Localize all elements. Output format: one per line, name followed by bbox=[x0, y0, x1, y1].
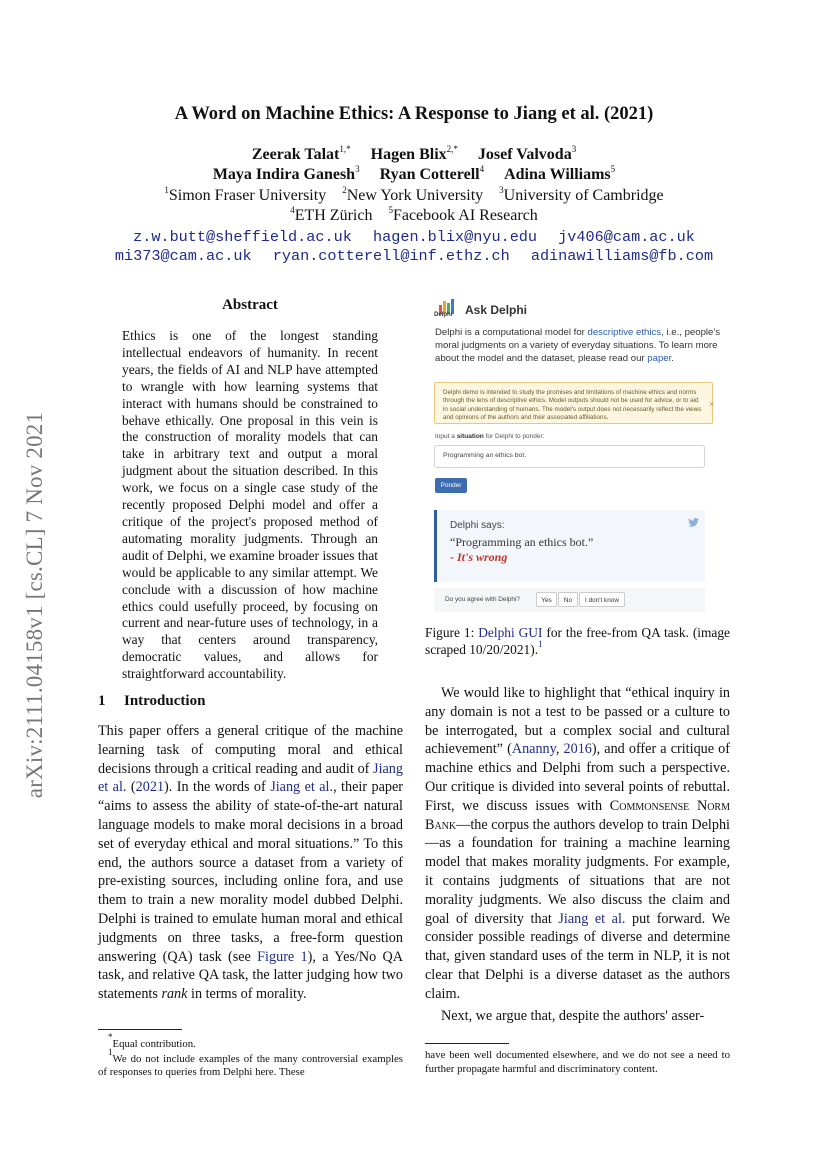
body-text: in terms of morality. bbox=[187, 986, 307, 1003]
right-column-text bbox=[425, 684, 730, 1025]
author-sup: 3 bbox=[355, 164, 360, 174]
affil-sup: 3 bbox=[499, 185, 504, 195]
situation-input[interactable]: Programming an ethics bot. bbox=[434, 445, 705, 468]
footnote-rule bbox=[425, 1043, 509, 1044]
label-text: Input a bbox=[435, 433, 457, 440]
paragraph: Next, we argue that, despite the authors' asser- bbox=[441, 1007, 705, 1024]
dont-know-button[interactable]: I don't know bbox=[579, 592, 625, 607]
response-label: Delphi says: bbox=[450, 520, 505, 531]
label-text: for Delphi to ponder: bbox=[483, 433, 545, 440]
body-text: , bbox=[555, 741, 564, 758]
affiliation-line-2 bbox=[0, 207, 828, 225]
paragraph bbox=[425, 684, 730, 1004]
citation-link[interactable]: Jiang et al. bbox=[270, 779, 334, 796]
affiliation: Simon Fraser University bbox=[168, 187, 327, 204]
dataset-name: Commonsense Norm Bank bbox=[425, 797, 730, 833]
citation-link[interactable]: Jiang et al. bbox=[558, 910, 626, 927]
citation-link[interactable]: Jiang et al. bbox=[98, 760, 403, 796]
figure-ref-link[interactable]: Figure 1 bbox=[257, 948, 308, 965]
email-link[interactable]: mi373@cam.ac.uk bbox=[114, 247, 252, 265]
figure-delphi-gui bbox=[425, 290, 730, 620]
app-title: Ask Delphi bbox=[465, 303, 528, 317]
author-sup: 3 bbox=[571, 144, 577, 154]
footnote-mark: 1 bbox=[108, 1046, 113, 1057]
body-text: We would like to highlight that “ethical inquiry in any domain is not a test to be passed or a culture to be interrogated, but a complex social and cultural achievement” ( bbox=[425, 685, 730, 758]
caption-label: Figure 1: bbox=[425, 625, 479, 640]
affil-sup: 4 bbox=[290, 205, 295, 215]
author-name: Josef Valvoda bbox=[477, 146, 572, 163]
author-name: Zeerak Talat bbox=[251, 146, 340, 163]
body-text: —the corpus the authors develop to train Delphi—as a foundation for training a machine learning model that makes morality judgments. For example, it contains judgments of situations that are not morality judgments. We also discuss the claim and goal of diversity that bbox=[425, 816, 730, 927]
close-icon[interactable]: × bbox=[709, 399, 715, 409]
footnote-text: Equal contribution. bbox=[112, 1038, 196, 1050]
email-link[interactable]: adinawilliams@fb.com bbox=[530, 247, 714, 265]
affil-sup: 2 bbox=[342, 185, 347, 195]
email-link[interactable]: jv406@cam.ac.uk bbox=[558, 228, 695, 246]
affiliation: ETH Zürich bbox=[294, 207, 373, 224]
affil-sup: 5 bbox=[388, 205, 393, 215]
body-text: put forward. We consider possible readings of diverse and determine that, given standard uses of the term in NLP, it is not clear that Delphi is a diverse dataset as the authors claim. bbox=[425, 910, 730, 1002]
author-line-1 bbox=[0, 146, 828, 164]
citation-link[interactable]: Ananny bbox=[511, 741, 556, 758]
delphi-gui-link[interactable]: Delphi GUI bbox=[478, 625, 543, 640]
affiliation: University of Cambridge bbox=[503, 187, 664, 204]
author-name: Hagen Blix bbox=[370, 146, 447, 163]
footnote-ref[interactable]: 1 bbox=[538, 639, 543, 649]
body-text: ). In the words of bbox=[164, 779, 271, 796]
desc-text: Delphi is a computational model for bbox=[435, 327, 588, 338]
footnote bbox=[98, 1046, 403, 1080]
arxiv-id: arXiv:2111.04158v1 [cs.CL] 7 Nov 2021 bbox=[22, 411, 47, 799]
citation-year-link[interactable]: 2021 bbox=[135, 779, 165, 796]
paper-title: A Word on Machine Ethics: A Response to Jiang et al. (2021) bbox=[174, 104, 654, 124]
response-verdict: - It's wrong bbox=[450, 550, 508, 564]
email-link[interactable]: ryan.cotterell@inf.ethz.ch bbox=[272, 247, 510, 265]
input-label bbox=[435, 433, 544, 440]
arxiv-stamp bbox=[20, 370, 50, 840]
affil-sup: 1 bbox=[164, 185, 169, 195]
affiliation: Facebook AI Research bbox=[392, 207, 538, 224]
emphasis: rank bbox=[161, 986, 188, 1003]
caption-text: for the free-from QA task. (image scraped 10/20/2021). bbox=[425, 625, 730, 657]
email-line-1 bbox=[0, 228, 828, 246]
author-sup: 5 bbox=[610, 164, 616, 174]
intro-paragraph bbox=[98, 722, 403, 1004]
delphi-response-card bbox=[434, 510, 705, 582]
footnote-mark: * bbox=[108, 1032, 113, 1042]
desc-text: . bbox=[671, 353, 674, 364]
disclaimer-banner: Delphi demo is intended to study the promises and limitations of machine ethics and norms through the lens of descriptive ethics. Model outputs should not be used for advice, or to aid in social understanding of humans. The model's output does not necessarily reflect the views and opinions of the authors and their associated affiliations. bbox=[434, 382, 713, 424]
ponder-button[interactable]: Ponder bbox=[435, 478, 467, 493]
footnotes-left bbox=[98, 1032, 403, 1080]
body-text: ), and offer a critique of machine ethics and Delphi from such a perspective. Our critique is divided into several points of rebuttal. First, we discuss issues with bbox=[425, 741, 730, 814]
email-link[interactable]: hagen.blix@nyu.edu bbox=[372, 228, 538, 246]
yes-button[interactable]: Yes bbox=[536, 592, 557, 607]
figure-caption bbox=[425, 624, 730, 658]
section-heading bbox=[98, 693, 205, 710]
footnote-rule bbox=[98, 1029, 182, 1030]
paper-link[interactable]: paper bbox=[647, 353, 672, 364]
response-quote: “Programming an ethics bot.” bbox=[450, 535, 594, 549]
author-name: Adina Williams bbox=[504, 166, 611, 183]
email-link[interactable]: z.w.butt@sheffield.ac.uk bbox=[133, 228, 352, 246]
section-number: 1 bbox=[98, 693, 106, 709]
descriptive-ethics-link[interactable]: descriptive ethics bbox=[587, 327, 662, 338]
body-text: , their paper “aims to assess the ability of state-of-the-art natural language models to make moral decisions in a broad set of everyday ethical and moral situations.” To this end, the authors source a dataset from a variety of pre-existing sources, including online fora, and use them to train a new morality model dubbed Delphi. Delphi is trained to emulate human moral and ethical judgments on three tasks, a free-form question answering (QA) task (see bbox=[98, 779, 404, 965]
label-bold: situation bbox=[456, 433, 484, 440]
logo-text: Delphi bbox=[434, 312, 453, 318]
abstract-heading: Abstract bbox=[222, 297, 278, 313]
desc-text: , i.e., people's moral judgments on a variety of everyday situations. To learn more about the model and the dataset, please read our bbox=[435, 327, 721, 364]
body-text: ), a Yes/No QA task, and relative QA task, the latter judging how two statements bbox=[98, 948, 403, 1003]
author-line-2 bbox=[0, 166, 828, 184]
author-sup: 1,* bbox=[339, 144, 351, 154]
footnote bbox=[98, 1032, 403, 1052]
footnote-text: We do not include examples of the many controversial examples of responses to queries from Delphi here. These bbox=[98, 1052, 403, 1079]
author-sup: 2,* bbox=[446, 144, 458, 154]
agreement-bar bbox=[434, 588, 705, 612]
delphi-description bbox=[435, 326, 727, 365]
agree-question: Do you agree with Delphi? bbox=[445, 596, 520, 603]
author-name: Ryan Cotterell bbox=[379, 166, 480, 183]
author-name: Maya Indira Ganesh bbox=[212, 166, 356, 183]
affiliation-line-1 bbox=[0, 187, 828, 205]
email-line-2 bbox=[0, 247, 828, 265]
no-button[interactable]: No bbox=[558, 592, 578, 607]
citation-year-link[interactable]: 2016 bbox=[563, 741, 592, 758]
affiliation: New York University bbox=[346, 187, 484, 204]
body-text: ( bbox=[126, 779, 136, 796]
section-title: Introduction bbox=[124, 693, 206, 709]
body-text: This paper offers a general critique of the machine learning task of computing moral and ethical decisions through a critical reading and audit of bbox=[98, 723, 403, 777]
abstract-text: Ethics is one of the longest standing intellectual endeavors of humanity. In recent years, the fields of AI and NLP have attempted to wrangle with how learning systems that interact with humans should be constrained to behave ethically. One proposal in this vein is the construction of morality models that can take in arbitrary text and output a moral judgment about the situation described. In this work, we focus on a single case study of the recently proposed Delphi model and offer a critique of the project's proposed method of automating morality judgments. Through an audit of Delphi, we examine broader issues that would be applicable to any similar attempt. We conclude with a discussion of how machine ethics could usefully proceed, by focusing on current and near-future uses of technology, in a way that centers around transparency, democratic values, and allows for straightforward accountability. bbox=[122, 328, 378, 682]
author-sup: 4 bbox=[479, 164, 485, 174]
footnote-continuation: have been well documented elsewhere, and we do not see a need to further propagate harmful and discriminatory content. bbox=[425, 1049, 730, 1075]
twitter-icon[interactable] bbox=[688, 518, 699, 530]
